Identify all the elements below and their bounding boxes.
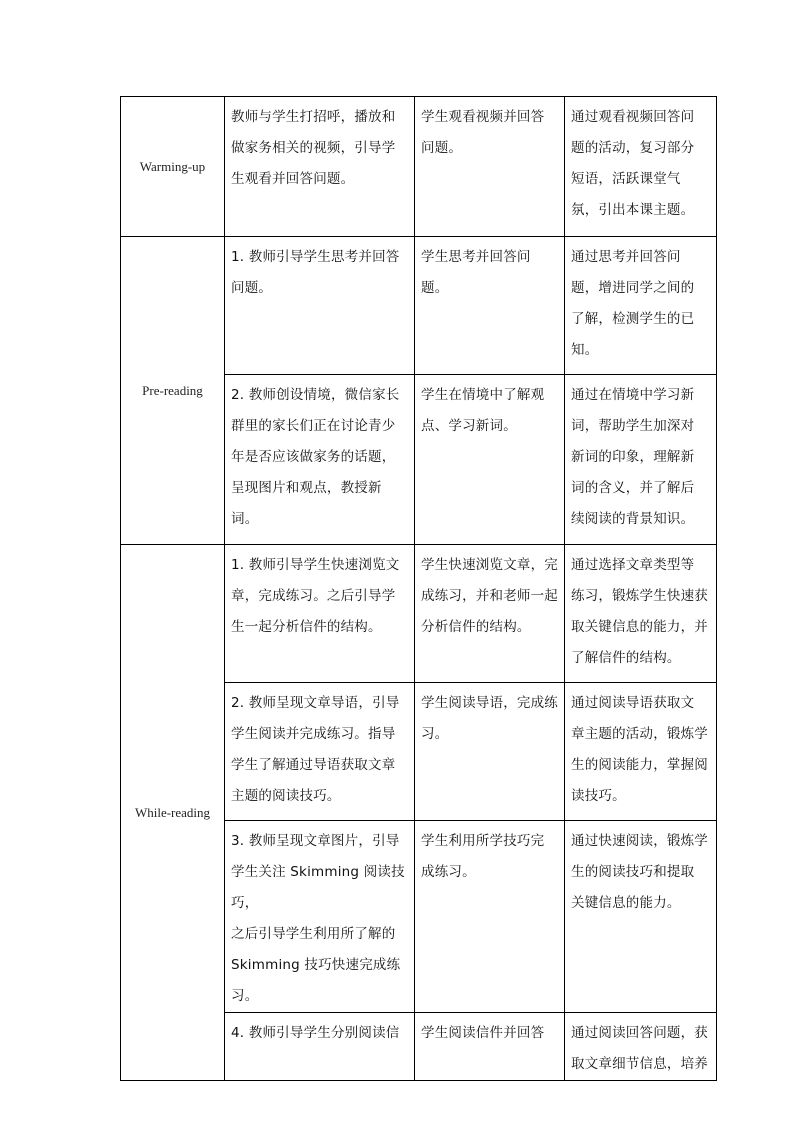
- stage-cell: While-reading: [121, 545, 225, 1081]
- table-row: [121, 545, 717, 683]
- teacher-activity-text: 1. 教师引导学生思考并回答 问题。: [231, 249, 400, 296]
- student-activity-text: 学生利用所学技巧完 成练习。: [421, 833, 545, 880]
- lesson-plan-table: [120, 96, 717, 1081]
- teacher-activity-cell: [225, 375, 415, 545]
- purpose-text: 通过选择文章类型等 练习，锻炼学生快速获 取关键信息的能力，并 了解信件的结构。: [571, 557, 708, 666]
- purpose-cell: [565, 1013, 717, 1081]
- student-activity-text: 学生观看视频并回答 问题。: [421, 109, 545, 156]
- purpose-cell: [565, 683, 717, 821]
- student-activity-text: 学生阅读信件并回答: [421, 1025, 545, 1041]
- purpose-text: 通过阅读回答问题，获 取文章细节信息，培养: [571, 1025, 708, 1072]
- table-row: [121, 97, 717, 237]
- table-row: [121, 237, 717, 375]
- student-activity-cell: [415, 1013, 565, 1081]
- teacher-activity-cell: [225, 237, 415, 375]
- stage-cell: Pre-reading: [121, 237, 225, 545]
- teacher-activity-text: 4. 教师引导学生分别阅读信: [231, 1025, 400, 1041]
- student-activity-cell: [415, 545, 565, 683]
- teacher-activity-cell: [225, 1013, 415, 1081]
- teacher-activity-text: 1. 教师引导学生快速浏览文 章，完成练习。之后引导学 生一起分析信件的结构。: [231, 557, 400, 635]
- student-activity-text: 学生快速浏览文章，完 成练习，并和老师一起 分析信件的结构。: [421, 557, 558, 635]
- teacher-activity-text: 3. 教师呈现文章图片，引导 学生关注 Skimming 阅读技巧， 之后引导学生利用所了解的 Skimming 技巧快速完成练习。: [231, 833, 405, 1004]
- purpose-text: 通过快速阅读，锻炼学 生的阅读技巧和提取 关键信息的能力。: [571, 833, 708, 911]
- teacher-activity-text: 2. 教师创设情境，微信家长 群里的家长们正在讨论青少 年是否应该做家务的话题， 呈现图片和观点，教授新 词。: [231, 387, 400, 527]
- teacher-activity-cell: [225, 821, 415, 1013]
- student-activity-cell: [415, 375, 565, 545]
- purpose-text: 通过观看视频回答问 题的活动，复习部分 短语，活跃课堂气 氛，引出本课主题。: [571, 109, 695, 218]
- teacher-activity-text: 教师与学生打招呼，播放和 做家务相关的视频，引导学 生观看并回答问题。: [231, 109, 396, 187]
- purpose-cell: [565, 375, 717, 545]
- student-activity-cell: [415, 237, 565, 375]
- purpose-text: 通过思考并回答问 题，增进同学之间的 了解，检测学生的已 知。: [571, 249, 695, 358]
- teacher-activity-cell: [225, 97, 415, 237]
- purpose-cell: [565, 237, 717, 375]
- purpose-cell: [565, 97, 717, 237]
- student-activity-cell: [415, 821, 565, 1013]
- student-activity-cell: [415, 683, 565, 821]
- student-activity-text: 学生阅读导语，完成练 习。: [421, 695, 558, 742]
- purpose-text: 通过在情境中学习新 词，帮助学生加深对 新词的印象，理解新 词的含义，并了解后 续阅读的背景知识。: [571, 387, 695, 527]
- purpose-cell: [565, 545, 717, 683]
- student-activity-text: 学生在情境中了解观 点、学习新词。: [421, 387, 545, 434]
- student-activity-cell: [415, 97, 565, 237]
- stage-cell: Warming-up: [121, 97, 225, 237]
- student-activity-text: 学生思考并回答问 题。: [421, 249, 531, 296]
- purpose-cell: [565, 821, 717, 1013]
- teacher-activity-text: 2. 教师呈现文章导语，引导 学生阅读并完成练习。指导 学生了解通过导语获取文章 主题的阅读技巧。: [231, 695, 400, 804]
- purpose-text: 通过阅读导语获取文 章主题的活动，锻炼学 生的阅读能力，掌握阅 读技巧。: [571, 695, 708, 804]
- teacher-activity-cell: [225, 683, 415, 821]
- teacher-activity-cell: [225, 545, 415, 683]
